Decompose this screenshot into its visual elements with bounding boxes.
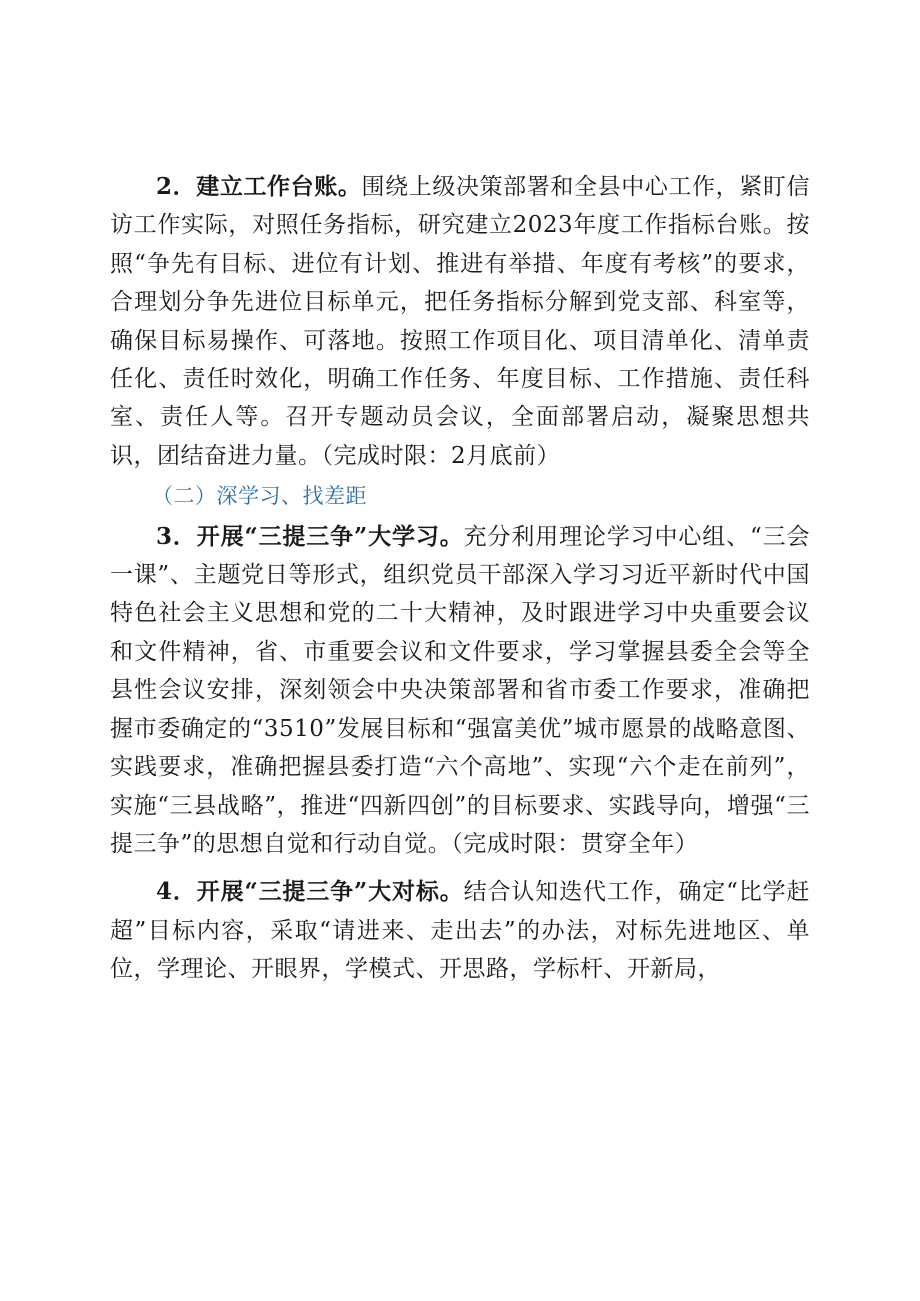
paragraph-item-2 bbox=[110, 168, 810, 475]
paragraph-item-3 bbox=[110, 518, 810, 864]
document-body bbox=[110, 168, 810, 989]
item-4-text: 结合认知迭代工作，确定“比学赶超”目标内容，采取“请进来、走出去”的办法，对标先进地区、单位，学理论、开眼界，学模式、开思路，学标杆、开新局， bbox=[110, 879, 811, 983]
item-3-title: 3．开展“三提三争”大学习。 bbox=[156, 522, 464, 550]
paragraph-item-4 bbox=[110, 873, 810, 988]
item-3-text: 充分利用理论学习中心组、“三会一课”、主题党日等形式，组织党员干部深入学习习近平新时代中国特色社会主义思想和党的二十大精神，及时跟进学习中央重要会议和文件精神，省、市重要会议和文件要求，学习掌握县委全会等全县性会议安排，深刻领会中央决策部署和省市委工作要求，准确把握市委确定的“3510”发展目标和“强富美优”城市愿景的战略意图、实践要求，准确把握县委打造“六个高地”、实现“六个走在前列”，实施“三县战略”，推进“四新四创”的目标要求、实践导向，增强“三提三争”的思想自觉和行动自觉。（完成时限：贯穿全年） bbox=[110, 523, 811, 857]
item-4-title: 4．开展“三提三争”大对标。 bbox=[156, 878, 464, 906]
item-2-title: 2．建立工作台账。 bbox=[156, 173, 362, 200]
item-2-text: 围绕上级决策部署和全县中心工作，紧盯信访工作实际，对照任务指标，研究建立2023年度工作指标台账。按照“争先有目标、进位有计划、推进有举措、年度有考核”的要求，合理划分争先进位目标单元，把任务指标分解到党支部、科室等，确保目标易操作、可落地。按照工作项目化、项目清单化、清单责任化、责任时效化，明确工作任务、年度目标、工作措施、责任科室、责任人等。召开专题动员会议，全面部署启动，凝聚思想共识，团结奋进力量。（完成时限：2月底前） bbox=[110, 174, 810, 469]
section-heading-2: （二）深学习、找差距 bbox=[152, 484, 367, 509]
